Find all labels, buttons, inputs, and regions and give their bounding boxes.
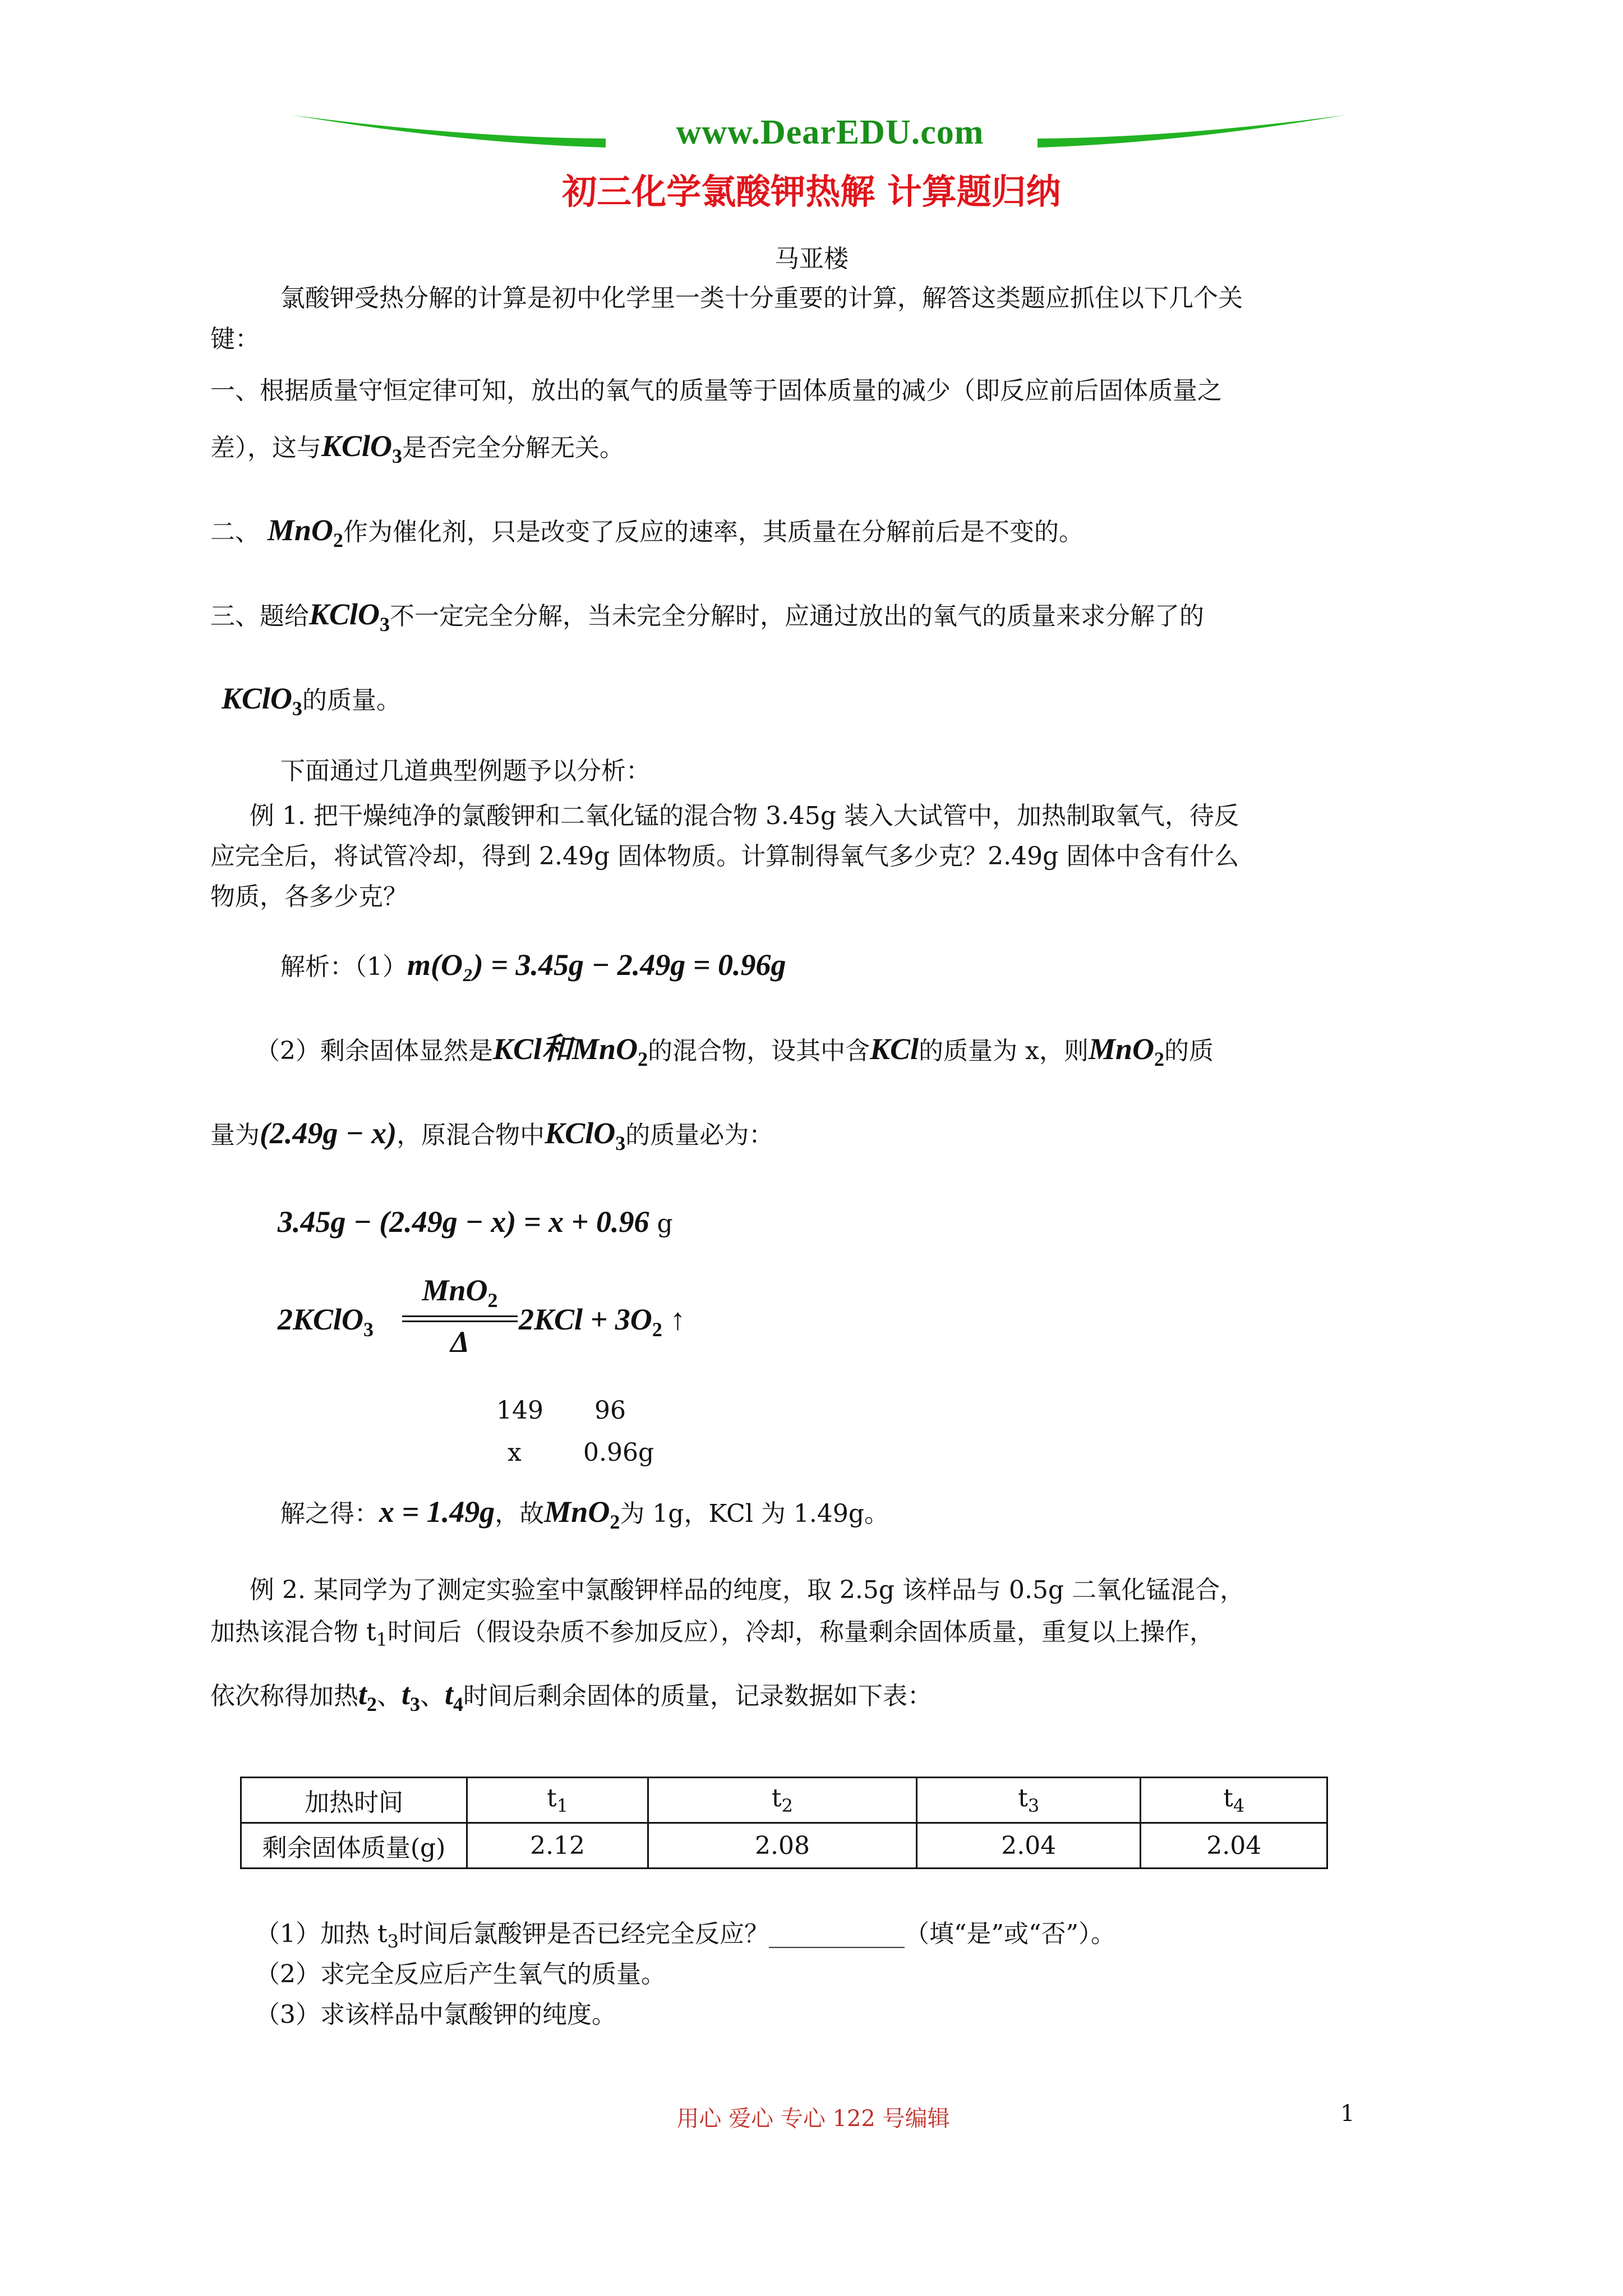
table-row (241, 1823, 1327, 1869)
kclo3-formula: KClO$_3$ (222, 682, 303, 720)
ex1-analysis2: （2）剩余固体显然是KCl和MnO$_2$的混合物，设其中含KCl的质量为 x，则MnO$_2$的质 (255, 1032, 1214, 1070)
ex1-line2: 应完全后，将试管冷却，得到 2.49g 固体物质。计算制得氧气多少克？2.49g 固体中含有什么 (210, 842, 1239, 871)
table-cell: $t_4$ (1141, 1778, 1327, 1823)
table-cell: 2.04 (1141, 1823, 1327, 1869)
key1-line2: 差），这与KClO$_3$是否完全分解无关。 (210, 429, 625, 467)
question-3: （3）求该样品中氯酸钾的纯度。 (255, 2000, 616, 2029)
key3-line2: KClO$_3$的质量。 (222, 682, 402, 720)
intro-cont: 键： (210, 325, 260, 353)
intro-line: 氯酸钾受热分解的计算是初中化学里一类十分重要的计算，解答这类题应抓住以下几个关 (280, 284, 1243, 312)
banner-text: www.DearEDU.com (676, 113, 984, 151)
table-cell: $t_3$ (917, 1778, 1141, 1823)
key1-line1: 一、根据质量守恒定律可知，放出的氧气的质量等于固体质量的减少（即反应前后固体质量之 (210, 376, 1222, 405)
table-cell: 2.12 (467, 1823, 648, 1869)
ex1-line3: 物质，各多少克？ (210, 882, 408, 911)
kclo3-formula: KClO$_3$ (309, 597, 390, 636)
arrow-up-icon: ↑ (670, 1303, 685, 1336)
ratio-mr-o2: 96 (594, 1396, 626, 1425)
table-header-cell: 剩余固体质量(g) (241, 1823, 467, 1869)
table-cell: $t_2$ (648, 1778, 916, 1823)
answer-blank: ___________ (769, 1920, 905, 1948)
key2-line: 二、 MnO$_2$作为催化剂，只是改变了反应的速率，其质量在分解前后是不变的。 (210, 513, 1084, 551)
data-table (240, 1777, 1328, 1869)
question-2: （2）求完全反应后产生氧气的质量。 (255, 1960, 666, 1989)
table-cell: $t_1$ (467, 1778, 648, 1823)
ex2-line1: 例 2. 某同学为了测定实验室中氯酸钾样品的纯度，取 2.5g 该样品与 0.5g 二氧化锰混合， (250, 1576, 1245, 1604)
ex1-equation: 3.45g − (2.49g − x) = x + 0.96 g (278, 1205, 673, 1239)
reaction-bar (402, 1315, 518, 1317)
ex1-analysis1: 解析：（1）m(O₂) = 3.45g − 2.49g = 0.96g (280, 948, 786, 982)
ratio-mr-kclo3: 149 (496, 1396, 543, 1425)
site-banner (292, 104, 1346, 171)
mno2-formula: MnO$_2$ (268, 513, 344, 551)
ex2-line3: 依次称得加热$t_2$、$t_3$、$t_4$时间后剩余固体的质量，记录数据如下表： (210, 1677, 933, 1715)
ratio-mass-o2: 0.96g (583, 1438, 654, 1467)
question-1: （1）加热 $t_3$时间后氯酸钾是否已经完全反应？___________（填“是”或“否”）。 (255, 1920, 1116, 1952)
kclo3-formula: KClO$_3$ (321, 429, 403, 467)
reaction-catalyst: MnO$_2$ (422, 1273, 498, 1312)
ex1-analysis3: 量为(2.49g − x)，原混合物中KClO$_3$的质量必为： (210, 1116, 774, 1154)
reaction-equation: 2KClO$_3$ MnO$_2$ Δ $2KCl + 3O_2$ ↑ (278, 1273, 685, 1359)
page-footer: 用心 爱心 专心 122 号编辑 (676, 2106, 950, 2132)
table-row (241, 1778, 1327, 1823)
page-title: 初三化学氯酸钾热解 计算题归纳 (562, 171, 1061, 212)
lead-line: 下面通过几道典型例题予以分析： (280, 757, 651, 785)
page-number: 1 (1340, 2101, 1355, 2127)
table-header-cell: 加热时间 (241, 1778, 467, 1823)
table-cell: 2.08 (648, 1823, 916, 1869)
ratio-x: x (508, 1438, 522, 1467)
ex1-solution: 解之得：x = 1.49g，故MnO$_2$为 1g，KCl 为 1.49g。 (280, 1495, 889, 1533)
ex1-line1: 例 1. 把干燥纯净的氯酸钾和二氧化锰的混合物 3.45g 装入大试管中，加热制取氧气，待反 (250, 802, 1239, 830)
key3-line1: 三、题给KClO$_3$不一定完全分解，当未完全分解时，应通过放出的氧气的质量来求分解了的 (210, 597, 1205, 636)
ex2-line2: 加热该混合物 $t_1$时间后（假设杂质不参加反应），冷却，称量剩余固体质量，重复以上操作， (210, 1618, 1215, 1650)
table-cell: 2.04 (917, 1823, 1141, 1869)
author: 马亚楼 (774, 245, 849, 273)
